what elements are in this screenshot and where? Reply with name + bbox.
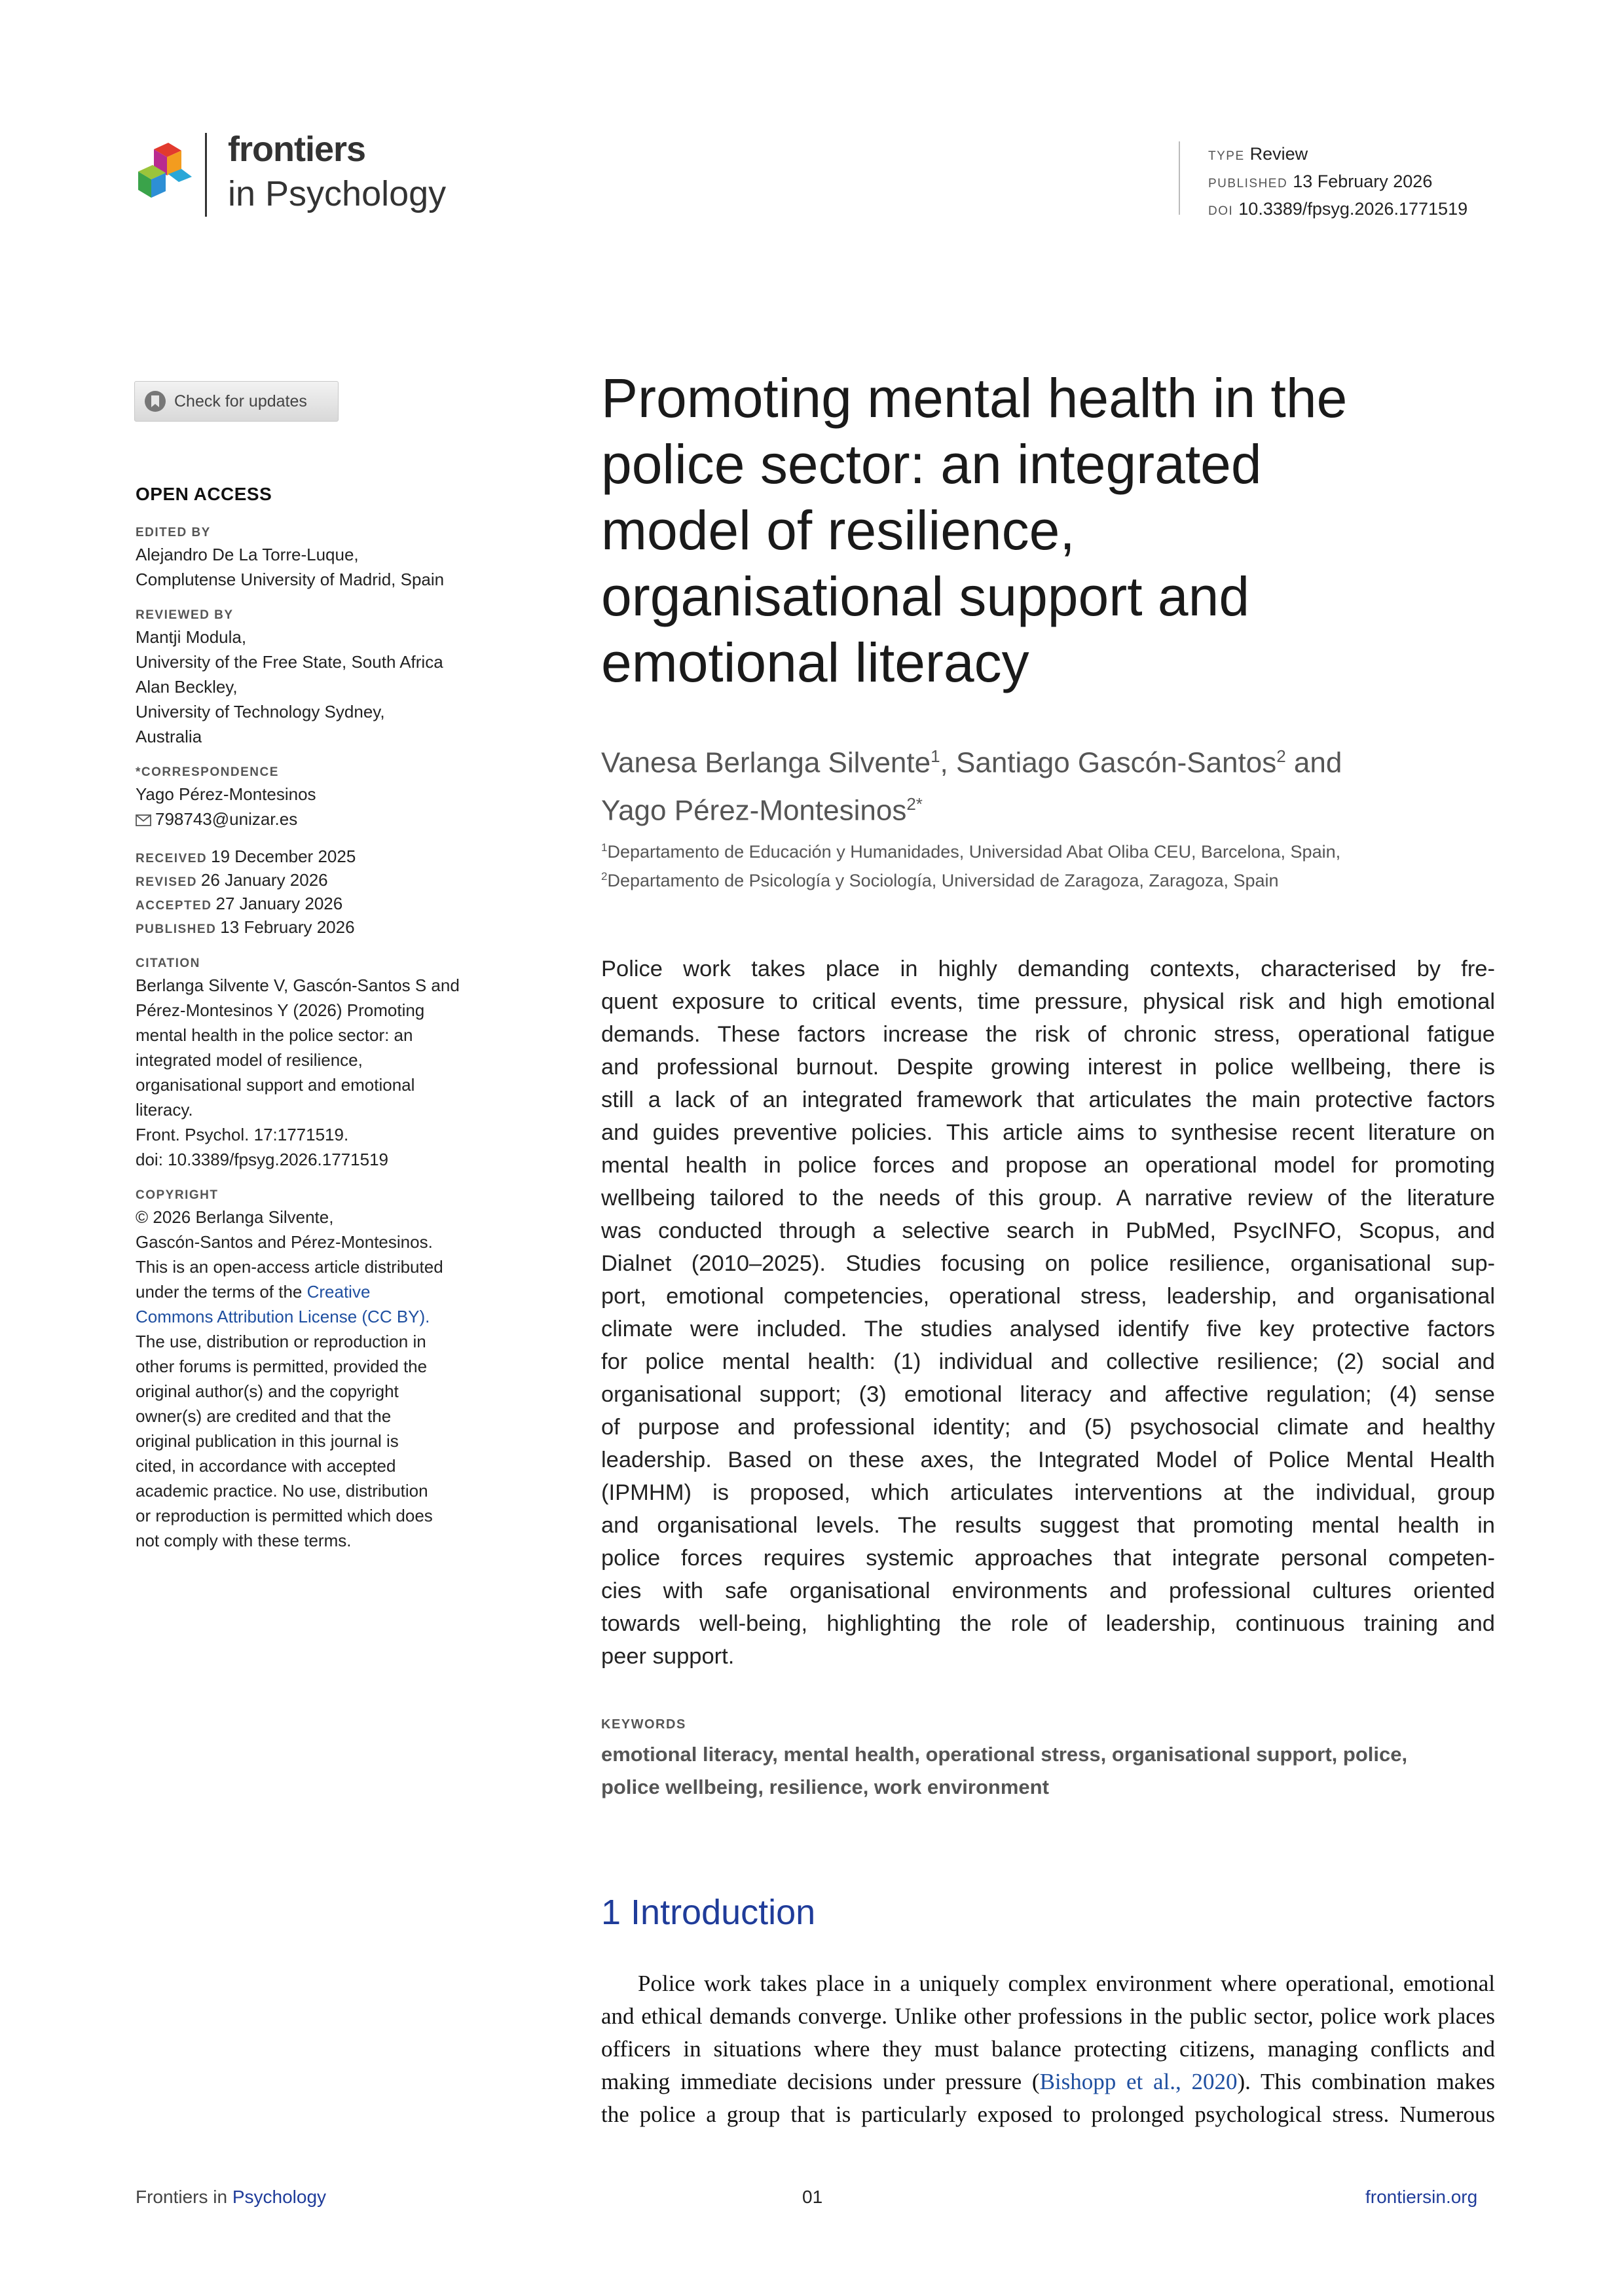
type-line	[1208, 141, 1467, 169]
sidebar	[136, 482, 502, 1553]
abstract-line: mental health in police forces and propose an operational model for promoting	[601, 1153, 1495, 1178]
date-label: REVISED	[136, 875, 197, 889]
keywords-line: emotional literacy, mental health, operational stress, organisational support, police,	[601, 1743, 1408, 1766]
body-text: making immediate decisions under pressure (	[601, 2069, 1040, 2094]
abstract-line: cies with safe organisational environments and professional cultures oriented	[601, 1578, 1495, 1603]
brand-name: frontiers	[228, 130, 366, 169]
affiliations	[601, 835, 1518, 893]
editor-line: Complutense University of Madrid, Spain	[136, 570, 445, 589]
footer-site-link[interactable]: frontiersin.org	[1365, 2187, 1478, 2207]
citation-line: organisational support and emotional	[136, 1075, 415, 1095]
reviewed-by-label: REVIEWED BY	[136, 608, 234, 622]
body-line	[601, 2066, 1495, 2098]
citation-doi-line: doi: 10.3389/fpsyg.2026.1771519	[136, 1150, 389, 1169]
abstract-line: climate were included. The studies analysed identify five key protective factors	[601, 1317, 1495, 1341]
copyright-line: academic practice. No use, distribution	[136, 1481, 428, 1501]
abstract-line: demands. These factors increase the risk of chronic stress, operational fatigue	[601, 1022, 1495, 1047]
citation-line: integrated model of resilience,	[136, 1050, 363, 1070]
date-value: 26 January 2026	[200, 870, 328, 890]
received-date	[136, 846, 502, 869]
cc-license-link[interactable]: Creative	[306, 1282, 371, 1302]
body-line: and ethical demands converge. Unlike other professions in the public sector, police work places	[601, 2003, 1495, 2029]
type-label: TYPE	[1208, 149, 1245, 163]
correspondence-label: *CORRESPONDENCE	[136, 765, 279, 779]
published-value: 13 February 2026	[1293, 172, 1433, 191]
open-access-label: OPEN ACCESS	[136, 484, 272, 504]
abstract-line: police forces requires systemic approaches that integrate personal competen-	[601, 1546, 1495, 1571]
introduction-body	[601, 1967, 1495, 2131]
doi-value[interactable]: 10.3389/fpsyg.2026.1771519	[1238, 199, 1468, 219]
accepted-date	[136, 893, 502, 917]
abstract-line: for police mental health: (1) individual and collective resilience; (2) social and	[601, 1349, 1495, 1374]
copyright-line: or reproduction is permitted which does	[136, 1506, 433, 1525]
correspondence-email-line	[136, 807, 502, 831]
article-meta	[1208, 141, 1467, 224]
author-list: Vanesa Berlanga Silvente$^1$, Santiago Gascón-Santos$^2$ and Yago Pérez-Montesinos$^{2*}$	[601, 746, 1342, 827]
footer-journal	[136, 2187, 326, 2208]
article-title	[601, 365, 1518, 696]
title-line: Promoting mental health in the	[601, 367, 1348, 429]
body-line: the police a group that is particularly exposed to prolonged psychological stress. Numerous	[601, 2102, 1495, 2127]
copyright-line: Gascón-Santos and Pérez-Montesinos.	[136, 1232, 433, 1252]
doi-label: DOI	[1208, 204, 1234, 218]
abstract-line: Police work takes place in highly demanding contexts, characterised by fre-	[601, 957, 1495, 981]
abstract	[601, 953, 1495, 1673]
copyright-line: original author(s) and the copyright	[136, 1381, 399, 1401]
abstract-line: towards well-being, highlighting the role of leadership, continuous training and	[601, 1611, 1495, 1636]
affiliation-marker: 2	[1276, 746, 1286, 766]
citation-label: CITATION	[136, 957, 200, 970]
body-line: officers in situations where they must balance protecting citizens, managing conflicts and	[601, 2036, 1495, 2062]
title-line: emotional literacy	[601, 632, 1029, 693]
reviewer-line: University of the Free State, South Africa	[136, 652, 443, 672]
copyright-label: COPYRIGHT	[136, 1188, 219, 1202]
edited-by-label: EDITED BY	[136, 526, 211, 539]
affiliation-line	[601, 835, 1518, 864]
editor-line: Alejandro De La Torre-Luque,	[136, 545, 359, 564]
citation-line: mental health in the police sector: an	[136, 1025, 413, 1045]
title-line: police sector: an integrated	[601, 433, 1262, 495]
abstract-line: still a lack of an integrated framework that articulates the main protective factors	[601, 1087, 1495, 1112]
abstract-line: and organisational levels. The results suggest that promoting mental health in	[601, 1513, 1495, 1538]
date-value: 19 December 2025	[211, 847, 356, 866]
check-for-updates-button[interactable]	[134, 381, 339, 422]
citation-line: Pérez-Montesinos Y (2026) Promoting	[136, 1000, 425, 1020]
title-line: model of resilience,	[601, 500, 1075, 561]
date-value: 27 January 2026	[215, 894, 343, 913]
published-label: PUBLISHED	[1208, 177, 1288, 191]
affiliation-text: Departamento de Psicología y Sociología, Universidad de Zaragoza, Zaragoza, Spain	[607, 871, 1279, 890]
bookmark-refresh-icon	[144, 390, 166, 412]
footer-journal-link[interactable]: Psychology	[232, 2187, 327, 2207]
reviewer-line: Mantji Modula,	[136, 627, 247, 647]
abstract-line: Dialnet (2010–2025). Studies focusing on police resilience, organisational sup-	[601, 1251, 1495, 1276]
reviewer-line: Alan Beckley,	[136, 677, 238, 697]
abstract-line: wellbeing tailored to the needs of this group. A narrative review of the literature	[601, 1186, 1495, 1211]
brand-divider	[205, 133, 207, 217]
citation-line: literacy.	[136, 1100, 193, 1120]
date-value: 13 February 2026	[220, 917, 355, 937]
copyright-line: The use, distribution or reproduction in	[136, 1332, 426, 1351]
affiliation-marker: 2	[601, 870, 608, 883]
revised-date	[136, 869, 502, 893]
abstract-line: was conducted through a selective search in PubMed, PsycINFO, Scopus, and	[601, 1218, 1495, 1243]
meta-divider	[1179, 141, 1180, 215]
section-heading-introduction: 1 Introduction	[601, 1893, 816, 1932]
keywords-line: police wellbeing, resilience, work environment	[601, 1776, 1049, 1798]
abstract-line: and guides preventive policies. This article aims to synthesise recent literature on	[601, 1120, 1495, 1145]
author-conjunction: and	[1293, 746, 1342, 779]
cc-license-link[interactable]: Commons Attribution License (CC BY).	[136, 1307, 430, 1326]
body-text: ). This combination makes	[1237, 2069, 1495, 2094]
body-line: Police work takes place in a uniquely complex environment where operational, emotional	[638, 1971, 1495, 1996]
copyright-line: not comply with these terms.	[136, 1531, 352, 1550]
copyright-line: owner(s) are credited and that the	[136, 1406, 392, 1426]
affiliation-text: Departamento de Educación y Humanidades, Universidad Abat Oliba CEU, Barcelona, Spain,	[607, 842, 1341, 862]
check-for-updates-label: Check for updates	[174, 392, 307, 410]
author-name[interactable]: Vanesa Berlanga Silvente	[601, 746, 931, 779]
date-label: ACCEPTED	[136, 899, 212, 913]
affiliation-marker: 1	[601, 841, 608, 854]
abstract-line: quent exposure to critical events, time pressure, physical risk and high emotional	[601, 989, 1495, 1014]
correspondence-email[interactable]: 798743@unizar.es	[155, 809, 298, 829]
abstract-line: peer support.	[601, 1644, 735, 1669]
date-label: PUBLISHED	[136, 922, 217, 936]
abstract-line: (IPMHM) is proposed, which articulates interventions at the individual, group	[601, 1480, 1495, 1505]
footer-prefix: Frontiers in	[136, 2187, 228, 2207]
date-label: RECEIVED	[136, 852, 208, 866]
abstract-line: and professional burnout. Despite growing interest in police wellbeing, there is	[601, 1055, 1495, 1080]
citation-link[interactable]: Bishopp et al., 2020	[1039, 2069, 1238, 2094]
abstract-line: of purpose and professional identity; and (5) psychosocial climate and healthy	[601, 1415, 1495, 1440]
author-name[interactable]: Santiago Gascón-Santos	[956, 746, 1277, 779]
copyright-line	[136, 1279, 502, 1304]
title-line: organisational support and	[601, 566, 1250, 627]
copyright-line: This is an open-access article distributed	[136, 1257, 443, 1277]
reviewer-line: University of Technology Sydney,	[136, 702, 385, 721]
published-date	[136, 917, 502, 940]
correspondence-name: Yago Pérez-Montesinos	[136, 784, 316, 804]
copyright-line: other forums is permitted, provided the	[136, 1357, 428, 1376]
doi-line	[1208, 196, 1467, 224]
frontiers-logo-icon	[134, 131, 193, 210]
citation-line: Berlanga Silvente V, Gascón-Santos S and	[136, 975, 460, 995]
copyright-line: original publication in this journal is	[136, 1431, 399, 1451]
published-line	[1208, 169, 1467, 196]
abstract-line: organisational support; (3) emotional literacy and affective regulation; (4) sense	[601, 1382, 1495, 1407]
brand-journal: in Psychology	[228, 174, 447, 213]
copyright-text: under the terms of the	[136, 1282, 307, 1302]
copyright-line: © 2026 Berlanga Silvente,	[136, 1207, 334, 1227]
envelope-icon	[136, 814, 151, 826]
citation-journal-line: Front. Psychol. 17:1771519.	[136, 1125, 349, 1144]
affiliation-marker: 1	[931, 746, 940, 766]
type-value: Review	[1249, 144, 1308, 164]
page-number: 01	[802, 2187, 823, 2207]
copyright-line: cited, in accordance with accepted	[136, 1456, 396, 1476]
abstract-line: leadership. Based on these axes, the Integrated Model of Police Mental Health	[601, 1448, 1495, 1472]
abstract-line: port, emotional competencies, operational stress, leadership, and organisational	[601, 1284, 1495, 1309]
keywords	[601, 1738, 1495, 1804]
copyright-line	[136, 1304, 502, 1329]
affiliation-line	[601, 864, 1518, 893]
affiliation-marker: 2*	[906, 793, 923, 814]
author-name[interactable]: Yago Pérez-Montesinos	[601, 794, 907, 827]
reviewer-line: Australia	[136, 727, 202, 746]
keywords-label: KEYWORDS	[601, 1717, 686, 1732]
